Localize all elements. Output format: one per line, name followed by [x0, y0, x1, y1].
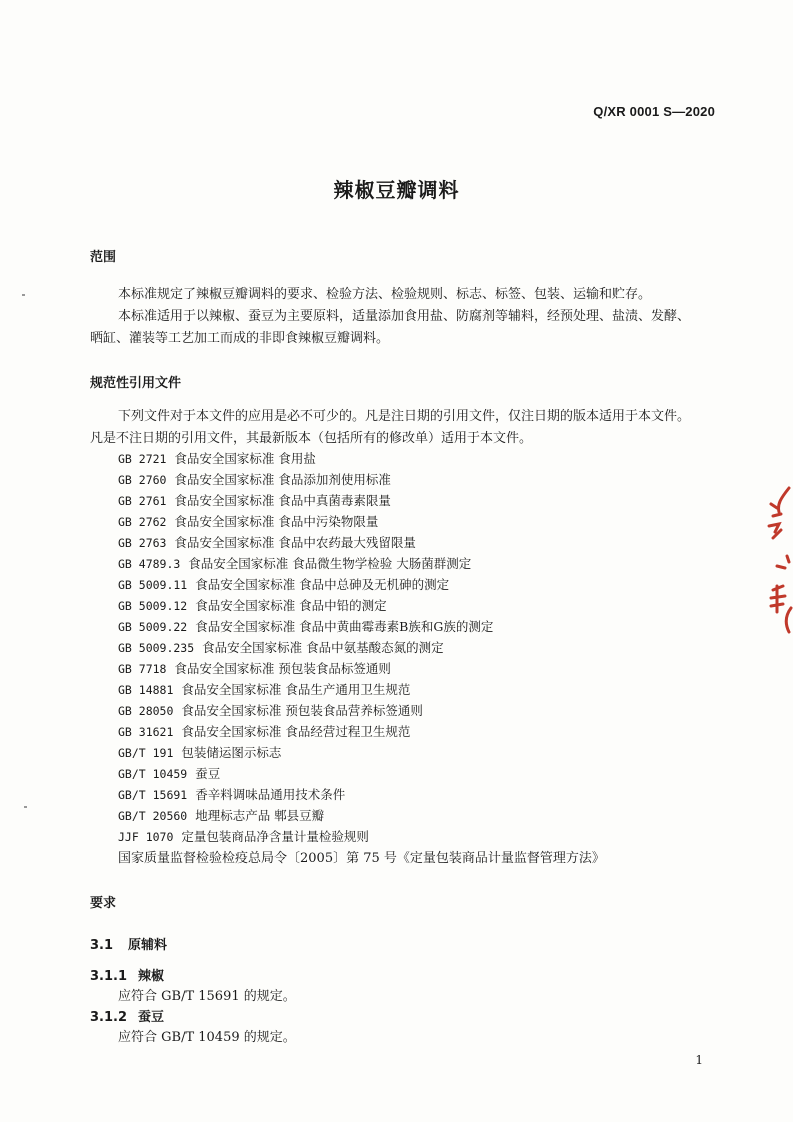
- subsection-3-1-2-text: 应符合 GB/T 10459 的规定。: [118, 1030, 296, 1045]
- reference-title: 食品安全国家标准 预包装食品标签通则: [174, 661, 391, 676]
- reference-title: 香辛料调味品通用技术条件: [195, 787, 346, 802]
- reference-title: 蚕豆: [195, 766, 221, 781]
- reference-title: 食品安全国家标准 食品中氨基酸态氮的测定: [202, 640, 444, 655]
- reference-code: GB 7718: [118, 662, 167, 676]
- section-heading-normative: 规范性引用文件: [90, 376, 182, 391]
- reference-code: GB/T 15691: [118, 788, 188, 802]
- reference-title: 包装储运图示标志: [181, 745, 282, 760]
- scope-paragraph-2: 本标准适用于以辣椒、蚕豆为主要原料，适量添加食用盐、防腐剂等辅料，经预处理、盐渍、发酵、 晒缸、灌装等工艺加工而成的非即食辣椒豆瓣调料。: [90, 309, 691, 346]
- reference-code: GB/T 191: [118, 746, 174, 760]
- reference-item: [118, 742, 493, 763]
- reference-title: 食品安全国家标准 食用盐: [174, 451, 316, 466]
- page-number: 1: [695, 1053, 703, 1067]
- reference-item: [118, 448, 493, 469]
- reference-item: [118, 784, 493, 805]
- reference-item: [118, 553, 493, 574]
- reference-code: JJF 1070: [118, 830, 174, 844]
- reference-title: 食品安全国家标准 预包装食品营养标签通则: [181, 703, 423, 718]
- reference-item: [118, 595, 493, 616]
- reference-title: 地理标志产品 郫县豆瓣: [195, 808, 325, 823]
- normative-intro: 下列文件对于本文件的应用是必不可少的。凡是注日期的引用文件，仅注日期的版本适用于本文件。 凡是不注日期的引用文件，其最新版本（包括所有的修改单）适用于本文件。: [90, 409, 691, 446]
- reference-title: 食品安全国家标准 食品中黄曲霉毒素B族和G族的测定: [195, 619, 494, 634]
- reference-item: [118, 721, 493, 742]
- reference-title: 食品安全国家标准 食品生产通用卫生规范: [181, 682, 411, 697]
- standard-code: Q/XR 0001 S—2020: [593, 104, 715, 119]
- reference-item: [118, 616, 493, 637]
- reference-title: 食品安全国家标准 食品经营过程卫生规范: [181, 724, 411, 739]
- reference-code: GB 5009.235: [118, 641, 195, 655]
- reference-item: [118, 490, 493, 511]
- reference-code: GB 2763: [118, 536, 167, 550]
- subsection-3-1: 3.1 原辅料: [90, 938, 168, 953]
- reference-title: 食品安全国家标准 食品中污染物限量: [174, 514, 379, 529]
- reference-title: 食品安全国家标准 食品中真菌毒素限量: [174, 493, 391, 508]
- subsection-3-1-2: 3.1.2 蚕豆: [90, 1010, 165, 1025]
- reference-code: GB 5009.12: [118, 599, 188, 613]
- section-heading-scope: 范围: [90, 250, 117, 265]
- reference-item: [118, 700, 493, 721]
- reference-item: [118, 574, 493, 595]
- reference-title: 食品安全国家标准 食品添加剂使用标准: [174, 472, 391, 487]
- reference-item: [118, 469, 493, 490]
- reference-code: GB 14881: [118, 683, 174, 697]
- seal-stamp-fragment: [759, 486, 793, 636]
- reference-code: GB/T 20560: [118, 809, 188, 823]
- reference-code: GB 4789.3: [118, 557, 181, 571]
- reference-item: [118, 826, 493, 847]
- reference-title: 定量包装商品净含量计量检验规则: [181, 829, 369, 844]
- scope-paragraph-1: 本标准规定了辣椒豆瓣调料的要求、检验方法、检验规则、标志、标签、包装、运输和贮存。: [118, 287, 652, 302]
- reference-code: GB 5009.22: [118, 620, 188, 634]
- reference-code: GB 28050: [118, 704, 174, 718]
- document-title: 辣椒豆瓣调料: [333, 178, 460, 202]
- reference-item: [118, 658, 493, 679]
- reference-item: [118, 805, 493, 826]
- reference-title: 食品安全国家标准 食品中总砷及无机砷的测定: [195, 577, 450, 592]
- reference-code: GB 2762: [118, 515, 167, 529]
- reference-title: 食品安全国家标准 食品微生物学检验 大肠菌群测定: [188, 556, 472, 571]
- subsection-3-1-1: 3.1.1 辣椒: [90, 969, 165, 984]
- reference-code: GB 2760: [118, 473, 167, 487]
- reference-code: GB 2721: [118, 452, 167, 466]
- reference-code: GB 31621: [118, 725, 174, 739]
- reference-list: [118, 448, 493, 847]
- reference-item: [118, 679, 493, 700]
- decree-reference: 国家质量监督检验检疫总局令〔2005〕第 75 号《定量包装商品计量监督管理方法》: [118, 851, 605, 866]
- reference-item: [118, 511, 493, 532]
- reference-item: [118, 637, 493, 658]
- reference-code: GB 5009.11: [118, 578, 188, 592]
- reference-code: GB/T 10459: [118, 767, 188, 781]
- reference-code: GB 2761: [118, 494, 167, 508]
- reference-item: [118, 763, 493, 784]
- reference-title: 食品安全国家标准 食品中农药最大残留限量: [174, 535, 416, 550]
- reference-item: [118, 532, 493, 553]
- subsection-3-1-1-text: 应符合 GB/T 15691 的规定。: [118, 989, 296, 1004]
- section-heading-requirements: 要求: [90, 896, 117, 911]
- reference-title: 食品安全国家标准 食品中铅的测定: [195, 598, 387, 613]
